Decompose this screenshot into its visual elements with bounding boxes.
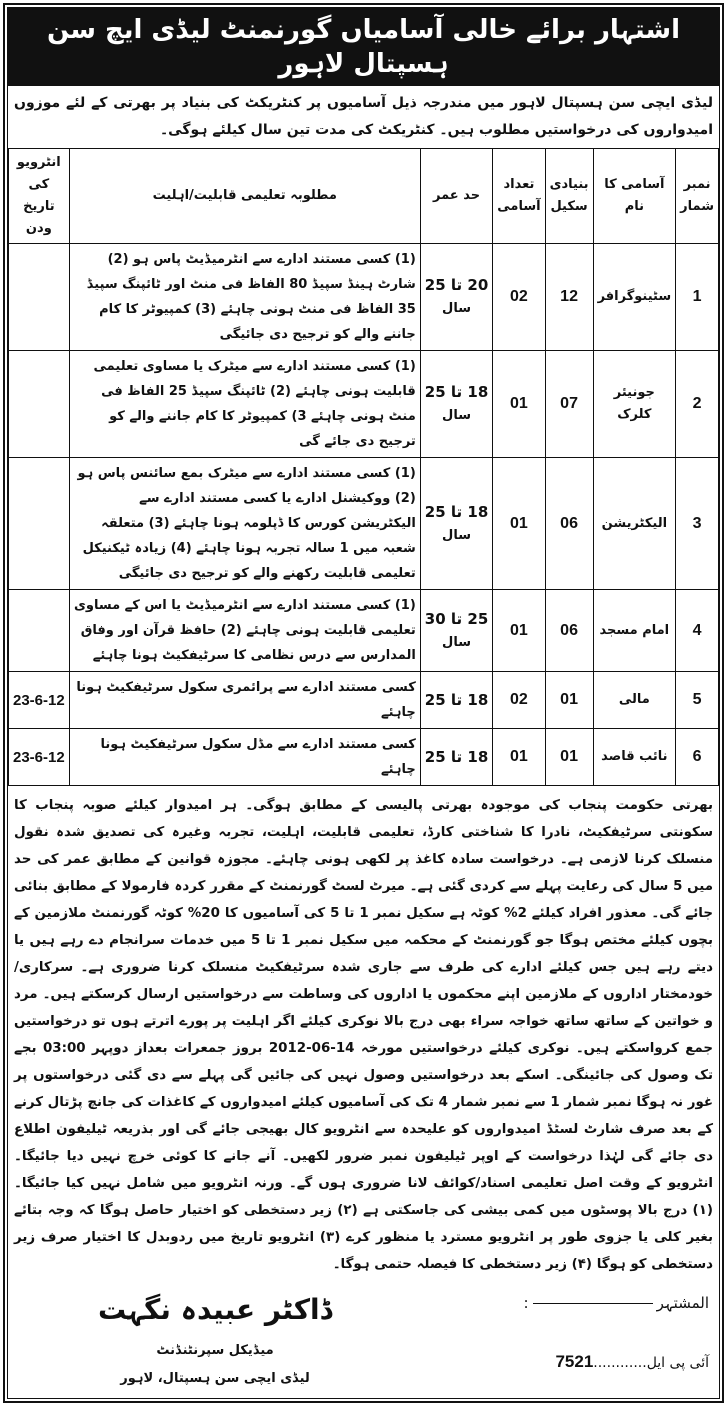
post-name: نائب قاصد — [593, 729, 676, 786]
ipl-code: 7521 — [555, 1352, 594, 1371]
post-name: سٹینوگرافر — [593, 244, 676, 351]
age-unit: سال — [442, 408, 471, 423]
footer — [8, 1284, 719, 1398]
age-limit — [420, 351, 492, 458]
age-unit: سال — [442, 527, 471, 543]
age-range: 18 تا 25 — [424, 502, 489, 521]
qualification: (1) کسی مستند ادارے سے میٹرک یا مساوی تعلیمی قابلیت ہونی چاہئے (2) ٹائپنگ سپیڈ 25 الفاظ فی منٹ ہونی چاہئے 3) کمپیوٹر کا کام جاننے والے کو ترجیح دی جائے گی — [69, 351, 420, 458]
age-unit: سال — [442, 301, 471, 316]
age-limit — [420, 458, 492, 590]
row-number: 6 — [676, 729, 719, 786]
header-count: تعداد آسامی — [493, 149, 545, 244]
qualification: (1) کسی مستند ادارے سے میٹرک بمع سائنس پاس ہو (2) ووکیشنل ادارے یا کسی مستند ادارے سے الیکٹریشن کورس کا ڈپلومہ ہونا چاہئے (3) متعلقہ شعبہ میں 1 سالہ تجربہ ہونا چاہئے (4) زیادہ ٹیکنیکل تعلیمی قابلیت رکھنے والے کو ترجیح دی جائیگی — [69, 458, 420, 590]
signatory-title: میڈیکل سپرنٹنڈنٹ — [156, 1343, 274, 1358]
terms-paragraph: بھرتی حکومت پنجاب کی موجودہ بھرتی پالیسی کے مطابق ہوگی۔ ہر امیدوار کیلئے صوبہ پنجاب کا سکونتی سرٹیفکیٹ، نادرا کا شناختی کارڈ، تعلیمی قابلیت، اہلیت، تجربہ وغیرہ کی تصدیق شدہ نقول منسلک کرنا لازمی ہے۔ درخواست سادہ کاغذ پر لکھی ہونی چاہئے۔ مجوزہ قوانین کے مطابق عمر کی حد میں 5 سال کی رعایت پہلے سے کردی گئی ہے۔ میرٹ لسٹ گورنمنٹ کے مقرر کردہ فارمولا کے مطابق بنائی جائے گی۔ معذور افراد کیلئے 2% کوٹہ ہے سکیل نمبر 1 تا 5 کی آسامیوں کا 20% کوٹہ گورنمنٹ ملازمین کے بچوں کیلئے مختص ہوگا جو گورنمنٹ کے محکمہ میں سکیل نمبر 1 تا 5 میں خدمات سرانجام دے رہے ہیں یا دیتے رہے ہیں جس کیلئے ادارے کی طرف سے جاری شدہ سرٹیفکیٹ منسلک کرنا ضروری ہے۔ سرکاری/خودمختار اداروں کے ملازمین اپنے محکموں یا اداروں کی وساطت سے درخواستیں ارسال کرسکتے ہیں۔ مرد و خواتین کے ساتھ ساتھ خواجہ سراء بھی درج بالا نوکری کیلئے اگر اہلیت پر پورے اترتے ہوں تو درخواستیں جمع کرواسکتے ہیں۔ نوکری کیلئے درخواستیں مورخہ 14-06-2012 بروز جمعرات بعداز دوپہر 03:00 بجے تک وصول کی جائینگی۔ اسکے بعد درخواستیں وصول نہیں کی جائیں گی پہلے سے دی گئی درخواستوں پر غور نہ ہوگا نمبر شمار 1 سے نمبر شمار 4 تک کی آسامیوں کیلئے امیدواروں کے کاغذات کی جانچ پڑتال کرنے کے بعد صرف شارٹ لسٹڈ امیدواروں کو علیحدہ سے انٹرویو کال بھیجی جائے گی اور بذریعہ ٹیلیفون اطلاع دی جائے گی لہٰذا درخواست کے اوپر ٹیلیفون نمبر ضرور لکھیں۔ آنے جانے کا کوئی خرچ نہیں دیا جائیگا۔ انٹرویو کے وقت اصل تعلیمی اسناد/کوائف لانا ضروری ہوں گے۔ ورنہ انٹرویو میں شامل نہیں کیا جائیگا۔ (۱) درج بالا پوسٹوں میں کمی بیشی کی جاسکتی ہے (۲) زیر دستخطی کو اختیار حاصل ہوگا کہ وجہ بتائے بغیر کلی یا جزوی طور پر انٹرویو مسترد یا منظور کرے (۳) انٹرویو تاریخ میں ردوبدل کا اختیار صرف زیر دستخطی کو ہوگا (۴) زیر دستخطی کا فیصلہ حتمی ہوگا۔ — [14, 798, 714, 1272]
advertiser-text: المشتہر — [656, 1294, 709, 1312]
ad-border — [3, 3, 724, 1403]
age-limit — [420, 672, 492, 729]
basic-scale: 07 — [545, 351, 593, 458]
header-age: حد عمر — [420, 149, 492, 244]
post-count: 01 — [493, 590, 545, 672]
table-row — [9, 244, 719, 351]
post-count: 02 — [493, 672, 545, 729]
header-qualification: مطلوبہ تعلیمی قابلیت/اہلیت — [69, 149, 420, 244]
intro-text: لیڈی ایچی سن ہسپتال لاہور میں مندرجہ ذیل آسامیوں پر کنٹریکٹ کی بنیاد پر بھرتی کے لئے موزوں امیدواروں کی درخواستیں مطلوب ہیں۔ کنٹریکٹ کی مدت تین سال کیلئے ہوگی۔ — [14, 95, 713, 138]
row-number: 1 — [676, 244, 719, 351]
interview-date — [9, 244, 70, 351]
advertiser-line — [533, 1303, 653, 1304]
table-header-row — [9, 149, 719, 244]
header-number: نمبر شمار — [676, 149, 719, 244]
advertiser-colon: : — [523, 1294, 529, 1312]
table-row — [9, 672, 719, 729]
post-name: امام مسجد — [593, 590, 676, 672]
advertiser-label — [524, 1290, 709, 1316]
qualification: کسی مستند ادارے سے پرائمری سکول سرٹیفکیٹ ہونا چاہئے — [69, 672, 420, 729]
basic-scale: 01 — [545, 672, 593, 729]
interview-date: 23-6-12 — [9, 729, 70, 786]
ipl-reference — [524, 1350, 709, 1375]
interview-date — [9, 458, 70, 590]
post-count: 01 — [493, 351, 545, 458]
basic-scale: 06 — [545, 590, 593, 672]
qualification: (1) کسی مستند ادارے سے انٹرمیڈیٹ یا اس کے مساوی تعلیمی قابلیت ہونی چاہئے (2) حافظ قرآن اور وفاق المدارس سے درس نظامی کا سرٹیفکیٹ ہونا چاہئے — [69, 590, 420, 672]
age-range: 18 تا 25 — [424, 748, 489, 766]
ipl-dots: ............ — [593, 1355, 647, 1371]
table-row — [9, 590, 719, 672]
vacancies-table — [8, 148, 719, 786]
row-number: 3 — [676, 458, 719, 590]
qualification: کسی مستند ادارے سے مڈل سکول سرٹیفکیٹ ہونا چاہئے — [69, 729, 420, 786]
advertiser-column — [524, 1290, 709, 1375]
header-scale: بنیادی سکیل — [545, 149, 593, 244]
post-name: جونیئر کلرک — [593, 351, 676, 458]
age-limit — [420, 244, 492, 351]
ipl-label: آئی پی ایل — [646, 1355, 709, 1371]
age-limit — [420, 729, 492, 786]
post-count: 01 — [493, 458, 545, 590]
basic-scale: 06 — [545, 458, 593, 590]
age-range: 18 تا 25 — [424, 691, 489, 709]
ad-inner-border — [7, 7, 720, 1399]
age-range: 25 تا 30 — [424, 609, 489, 628]
post-count: 02 — [493, 244, 545, 351]
post-name: مالی — [593, 672, 676, 729]
age-range: 18 تا 25 — [424, 383, 489, 401]
header-post: آسامی کا نام — [593, 149, 676, 244]
signatory-name: ڈاکٹر عبیدہ نگہت — [98, 1293, 333, 1326]
age-limit — [420, 590, 492, 672]
signatory-organization: لیڈی ایچی سن ہسپتال، لاہور — [120, 1371, 310, 1386]
qualification: (1) کسی مستند ادارے سے انٹرمیڈیٹ پاس ہو (2) شارٹ ہینڈ سپیڈ 80 الفاظ فی منٹ اور ٹائپنگ سپیڈ 35 الفاظ فی منٹ ہونی چاہئے (3) کمپیوٹر کا کام جاننے والے کو ترجیح دی جائیگی — [69, 244, 420, 351]
post-name: الیکٹریشن — [593, 458, 676, 590]
signature-block — [18, 1290, 332, 1390]
basic-scale: 12 — [545, 244, 593, 351]
basic-scale: 01 — [545, 729, 593, 786]
table-row — [9, 458, 719, 590]
row-number: 2 — [676, 351, 719, 458]
age-range: 20 تا 25 — [424, 276, 489, 294]
age-unit: سال — [442, 634, 471, 650]
row-number: 4 — [676, 590, 719, 672]
interview-date — [9, 351, 70, 458]
row-number: 5 — [676, 672, 719, 729]
table-row — [9, 351, 719, 458]
interview-date: 23-6-12 — [9, 672, 70, 729]
post-count: 01 — [493, 729, 545, 786]
table-row — [9, 729, 719, 786]
interview-date — [9, 590, 70, 672]
ad-title: اشتہار برائے خالی آسامیاں گورنمنٹ لیڈی ایچ سن ہسپتال لاہور — [8, 8, 719, 86]
header-interview: انٹرویو کی تاریخ ودن — [9, 149, 70, 244]
